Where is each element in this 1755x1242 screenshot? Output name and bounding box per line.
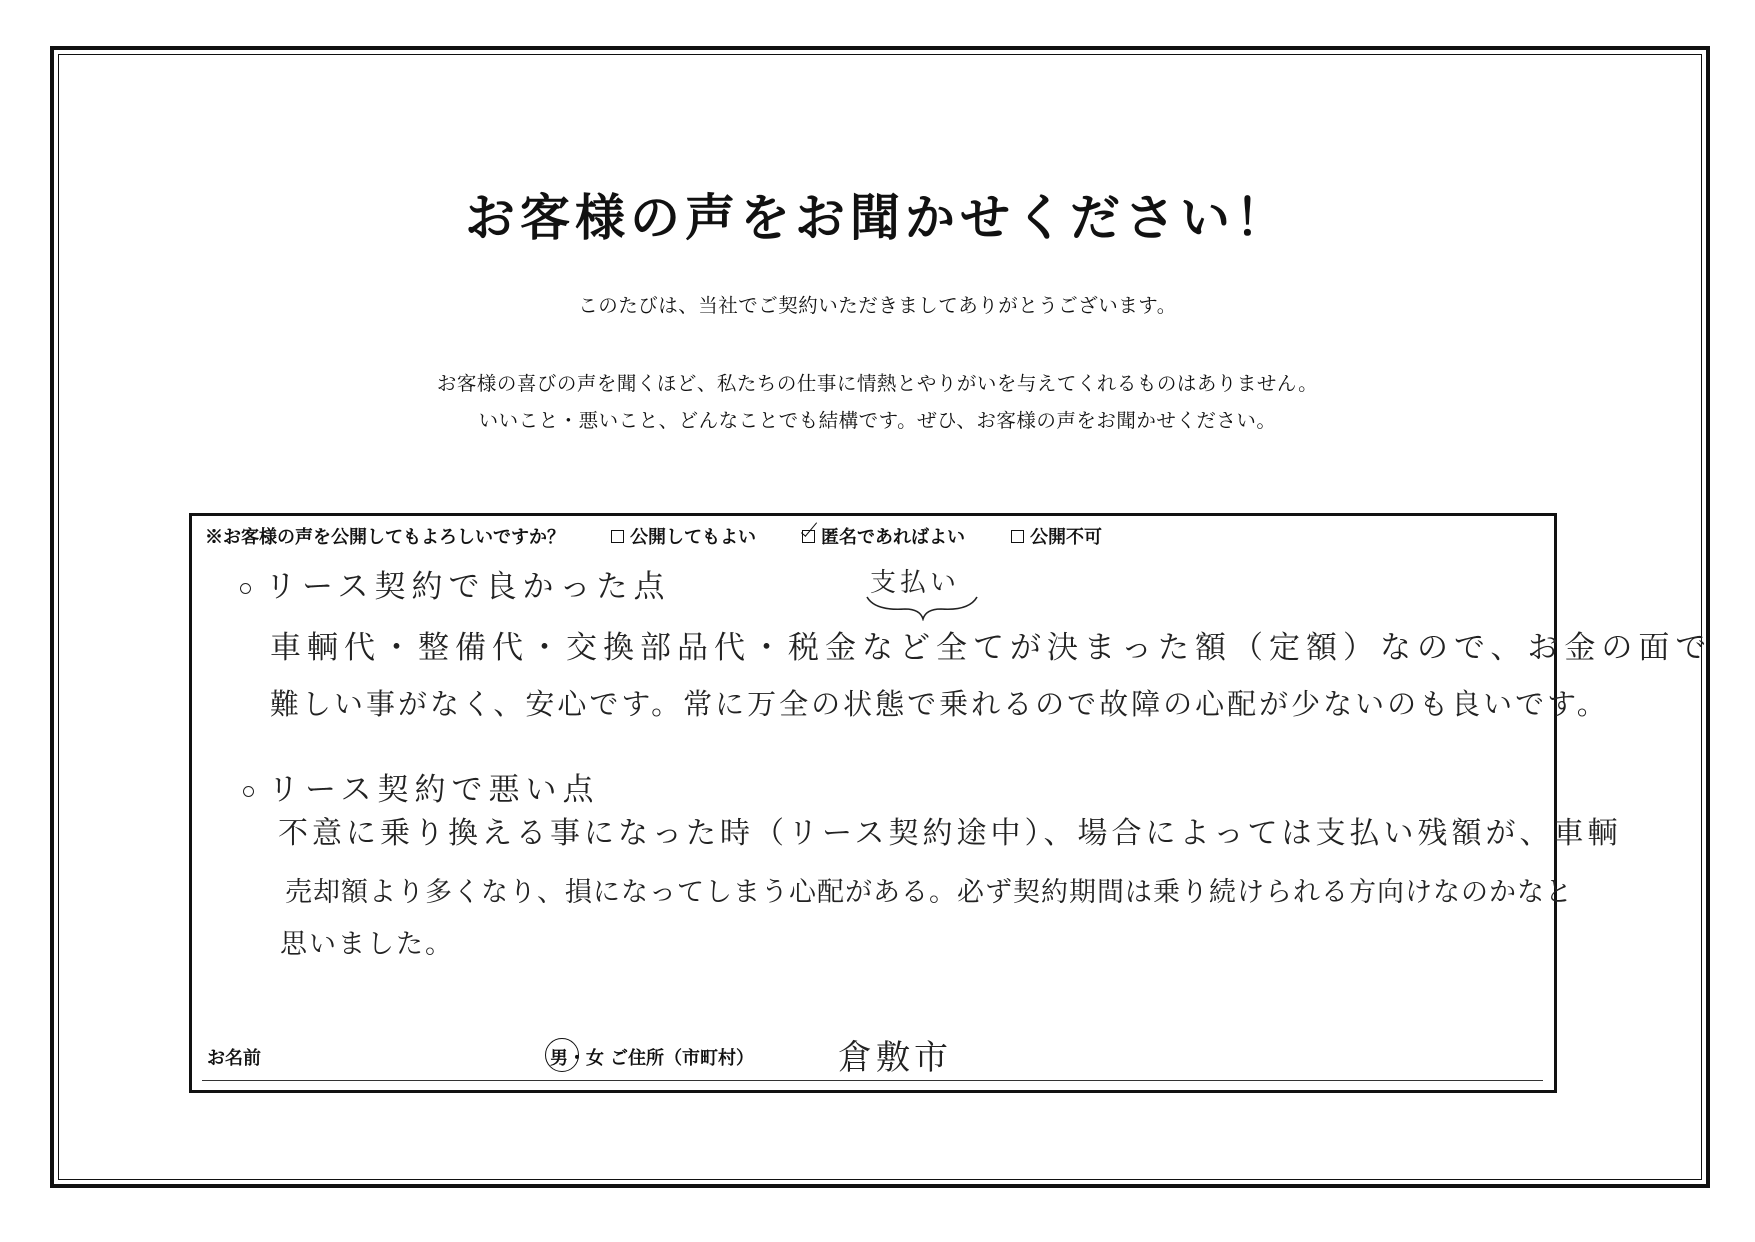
checked-checkbox-icon[interactable] [802, 530, 815, 543]
gender-label: 男・女 ご住所（市町村） [550, 1048, 754, 1069]
good-points-heading: リース契約で良かった点 [240, 561, 670, 606]
bullet-icon [240, 583, 251, 594]
checkbox-icon[interactable] [1011, 530, 1024, 543]
name-label: お名前 [207, 1048, 261, 1069]
address-value: 倉敷市 [838, 1038, 952, 1078]
publish-option-no[interactable] [1011, 523, 1102, 549]
address-label: ご住所（市町村） [610, 1048, 754, 1069]
bad-points-line-2: 売却額より多くなり、損になってしまう心配がある。必ず契約期間は乗り続けられる方向けなのかなと [285, 877, 1573, 908]
publish-question: ※お客様の声を公開してもよろしいですか？ [205, 527, 565, 548]
good-points-line-1: 車輌代・整備代・交換部品代・税金など全てが決まった額（定額）なので、お金の面で [270, 630, 1713, 666]
publish-option-anonymous[interactable] [802, 523, 965, 549]
insertion-note: 支払い [870, 568, 961, 598]
footer-baseline [202, 1080, 1543, 1081]
insertion-brace-icon [865, 593, 980, 621]
page-title: お客様の声をお聞かせください！ [465, 188, 1290, 247]
publish-option-no-label: 公開不可 [1030, 527, 1102, 548]
publish-option-ok-label: 公開してもよい [630, 527, 756, 548]
bad-points-heading: リース契約で悪い点 [243, 764, 599, 809]
bad-points-line-3: 思いました。 [280, 929, 454, 960]
bad-points-line-1: 不意に乗り換える事になった時（リース契約途中）、場合によっては支払い残額が、車輌 [278, 816, 1622, 851]
publish-permission-row [205, 523, 1102, 549]
intro-line-1: このたびは、当社でご契約いただきましてありがとうございます。 [578, 294, 1177, 317]
checkbox-icon[interactable] [611, 530, 624, 543]
intro-line-2: お客様の喜びの声を聞くほど、私たちの仕事に情熱とやりがいを与えてくれるものはありません。 [436, 372, 1319, 395]
publish-option-anonymous-label: 匿名であればよい [821, 527, 965, 548]
bullet-icon [243, 786, 254, 797]
good-points-line-2: 難しい事がなく、安心です。常に万全の状態で乗れるので故障の心配が少ないのも良いです。 [270, 687, 1609, 721]
intro-line-3: いいこと・悪いこと、どんなことでも結構です。ぜひ、お客様の声をお聞かせください。 [478, 409, 1277, 432]
publish-option-ok[interactable] [611, 523, 756, 549]
